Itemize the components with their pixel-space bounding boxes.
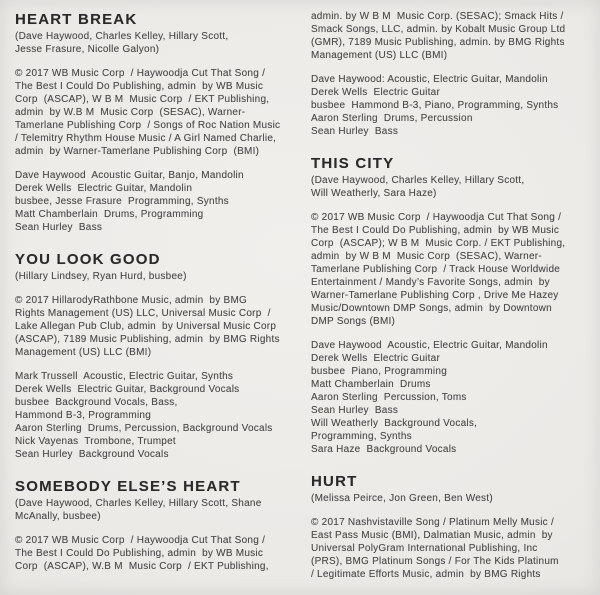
credit-line: Programming, Synths xyxy=(311,431,412,442)
credit-line: Derek Wells Electric Guitar xyxy=(311,87,441,98)
credit-line: Sean Hurley Background Vocals xyxy=(15,449,169,460)
credit-line: busbee Background Vocals, Bass, xyxy=(15,397,178,408)
writers-line: Will Weatherly, Sara Haze) xyxy=(311,188,437,199)
credit-line: Aaron Sterling Percussion, Toms xyxy=(311,392,467,403)
writers-block xyxy=(15,497,297,523)
credit-line: Sean Hurley Bass xyxy=(311,405,399,416)
paragraph-block xyxy=(15,294,297,359)
writers-line: (Dave Haywood, Charles Kelley, Hillary Scott, Shane xyxy=(15,498,262,509)
song-title: HEART BREAK xyxy=(15,11,138,28)
writers-line: McAnally, busbee) xyxy=(15,511,101,522)
copyright-line: Rights Management (US) LLC, Universal Music Corp / xyxy=(15,308,271,319)
paragraph-block xyxy=(15,534,297,573)
credit-line: Matt Chamberlain Drums, Programming xyxy=(15,209,204,220)
copyright-line: Smack Songs, LLC, admin. by Kobalt Music Group Ltd xyxy=(311,24,566,35)
credit-line: Nick Vayenas Trombone, Trumpet xyxy=(15,436,176,447)
credit-line: Hammond B-3, Programming xyxy=(15,410,152,421)
copyright-line: Management (US) LLC (BMI) xyxy=(15,347,152,358)
writers-block xyxy=(15,270,297,283)
song-title: YOU LOOK GOOD xyxy=(15,251,161,268)
credit-line: Dave Haywood Acoustic, Electric Guitar, Mandolin xyxy=(311,340,548,351)
copyright-line: DMP Songs (BMI) xyxy=(311,316,396,327)
writers-line: (Dave Haywood, Charles Kelley, Hillary Scott, xyxy=(15,31,229,42)
credits-block xyxy=(15,370,297,461)
column-right xyxy=(311,10,593,595)
copyright-line: Corp (ASCAP), W B M Music Corp / EKT Publishing, xyxy=(15,94,270,105)
credit-line: Aaron Sterling Drums, Percussion, Background Vocals xyxy=(15,423,273,434)
copyright-line: Music/Downtown DMP Songs, admin by Downtown xyxy=(311,303,552,314)
copyright-line: / Legitimate Efforts Music, admin by BMG Rights xyxy=(311,569,541,580)
paragraph-block xyxy=(311,10,593,62)
copyright-line: (PRS), BMG Platinum Songs / For The Kids Platinum xyxy=(311,556,559,567)
copyright-line: (GMR), 7189 Music Publishing, admin. by BMG Rights xyxy=(311,37,565,48)
copyright-line: The Best I Could Do Publishing, admin by WB Music xyxy=(311,225,560,236)
writers-line: Jesse Frasure, Nicolle Galyon) xyxy=(15,44,160,55)
copyright-line: admin. by W B M Music Corp. (SESAC); Smack Hits / xyxy=(311,11,564,22)
writers-block xyxy=(15,30,297,56)
credit-line: busbee Piano, Programming xyxy=(311,366,448,377)
song-title: SOMEBODY ELSE’S HEART xyxy=(15,478,241,495)
song-title: THIS CITY xyxy=(311,155,395,172)
copyright-line: © 2017 WB Music Corp / Haywoodja Cut That Song / xyxy=(15,68,266,79)
copyright-line: © 2017 Nashvistaville Song / Platinum Melly Music / xyxy=(311,517,554,528)
credit-line: Sara Haze Background Vocals xyxy=(311,444,457,455)
credit-line: Derek Wells Electric Guitar, Mandolin xyxy=(15,183,193,194)
credit-line: Sean Hurley Bass xyxy=(15,222,103,233)
credit-line: Dave Haywood Acoustic Guitar, Banjo, Mandolin xyxy=(15,170,244,181)
copyright-line: Tamerlane Publishing Corp / Track House Worldwide xyxy=(311,264,561,275)
copyright-line: © 2017 WB Music Corp / Haywoodja Cut That Song / xyxy=(311,212,562,223)
credit-line: Derek Wells Electric Guitar, Background Vocals xyxy=(15,384,240,395)
credit-line: busbee, Jesse Frasure Programming, Synths xyxy=(15,196,229,207)
credits-block xyxy=(311,339,593,456)
credit-line: Derek Wells Electric Guitar xyxy=(311,353,441,364)
copyright-line: Corp (ASCAP); W B M Music Corp. / EKT Publishing, xyxy=(311,238,566,249)
column-left xyxy=(15,10,297,595)
writers-line: (Dave Haywood, Charles Kelley, Hillary Scott, xyxy=(311,175,525,186)
writers-block xyxy=(311,492,593,505)
credit-line: Sean Hurley Bass xyxy=(311,126,399,137)
copyright-line: Warner-Tamerlane Publishing Corp , Drive Me Hazey xyxy=(311,290,559,301)
copyright-line: / Telemitry Rhythm House Music / A Girl Named Charlie, xyxy=(15,133,277,144)
copyright-line: Corp (ASCAP), W.B M Music Corp / EKT Publishing, xyxy=(15,561,269,572)
credits-block xyxy=(15,169,297,234)
copyright-line: The Best I Could Do Publishing, admin by WB Music xyxy=(15,548,264,559)
credits-block xyxy=(311,73,593,138)
copyright-line: (ASCAP), 7189 Music Publishing, admin by BMG Rights xyxy=(15,334,280,345)
credit-line: Will Weatherly Background Vocals, xyxy=(311,418,478,429)
paragraph-block xyxy=(311,211,593,328)
credit-line: Matt Chamberlain Drums xyxy=(311,379,431,390)
credit-line: Aaron Sterling Drums, Percussion xyxy=(311,113,473,124)
copyright-line: The Best I Could Do Publishing, admin by WB Music xyxy=(15,81,264,92)
credit-line: Mark Trussell Acoustic, Electric Guitar, Synths xyxy=(15,371,234,382)
copyright-line: Management (US) LLC (BMI) xyxy=(311,50,448,61)
copyright-line: admin by Warner-Tamerlane Publishing Corp (BMI) xyxy=(15,146,260,157)
copyright-line: © 2017 HillarodyRathbone Music, admin by BMG xyxy=(15,295,248,306)
paragraph-block xyxy=(15,67,297,158)
copyright-line: admin by W.B M Music Corp (SESAC), Warner- xyxy=(15,107,246,118)
writers-line: (Melissa Peirce, Jon Green, Ben West) xyxy=(311,493,493,504)
copyright-line: Lake Allegan Pub Club, admin by Universal Music Corp xyxy=(15,321,277,332)
credit-line: busbee Hammond B-3, Piano, Programming, Synths xyxy=(311,100,559,111)
copyright-line: admin by W B M Music Corp (SESAC), Warner- xyxy=(311,251,542,262)
paragraph-block xyxy=(311,516,593,581)
song-title: HURT xyxy=(311,473,358,490)
copyright-line: © 2017 WB Music Corp / Haywoodja Cut That Song / xyxy=(15,535,266,546)
copyright-line: Universal PolyGram International Publishing, Inc xyxy=(311,543,538,554)
copyright-line: Entertainment / Mandy’s Favorite Songs, admin by xyxy=(311,277,550,288)
writers-block xyxy=(311,174,593,200)
writers-line: (Hillary Lindsey, Ryan Hurd, busbee) xyxy=(15,271,187,282)
copyright-line: Tamerlane Publishing Corp / Songs of Roc Nation Music xyxy=(15,120,281,131)
copyright-line: East Pass Music (BMI), Dalmatian Music, admin by xyxy=(311,530,553,541)
credit-line: Dave Haywood: Acoustic, Electric Guitar, Mandolin xyxy=(311,74,548,85)
